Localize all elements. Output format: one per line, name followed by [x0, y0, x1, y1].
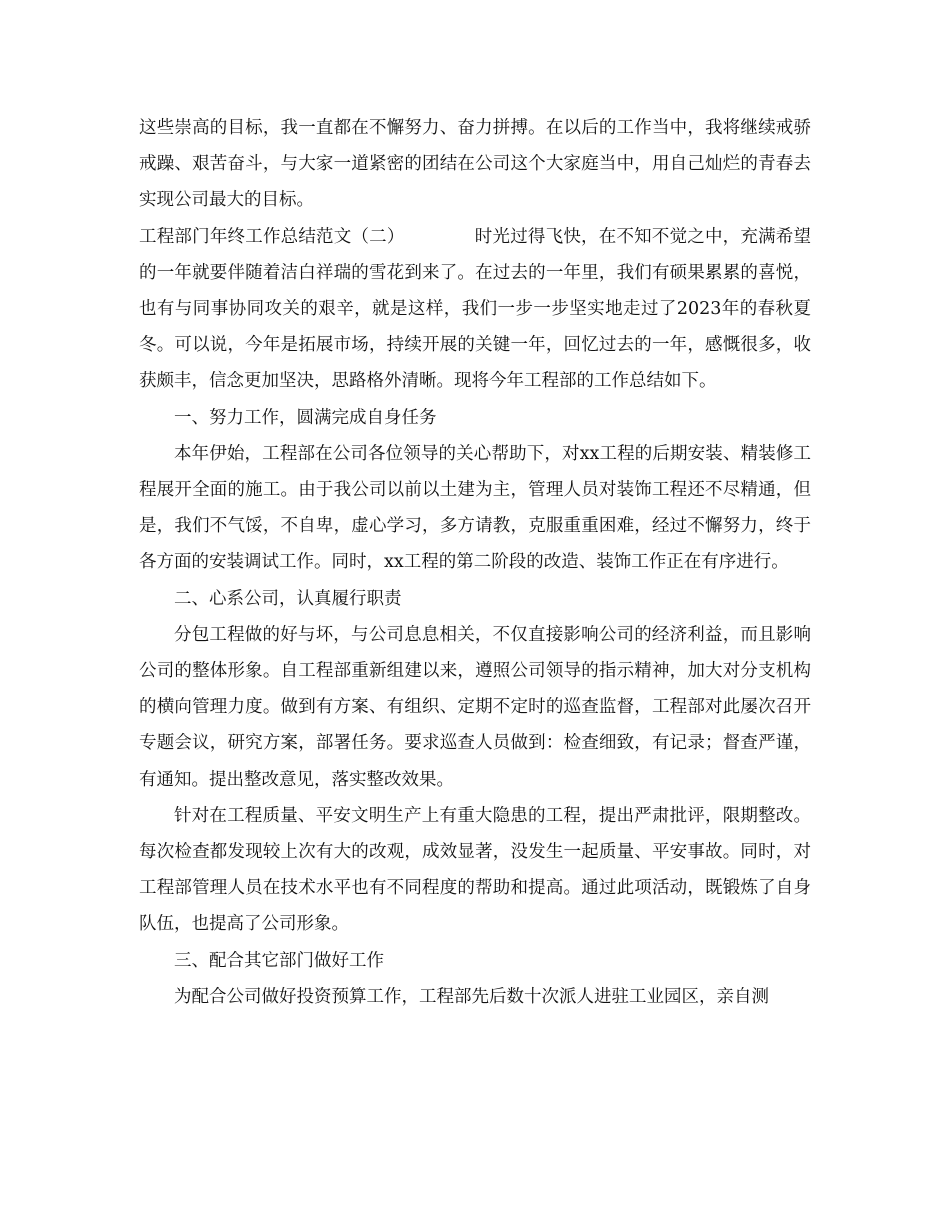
section-title: 工程部门年终工作总结范文（二） — [139, 226, 405, 247]
paragraph-3: 针对在工程质量、平安文明生产上有重大隐患的工程，提出严肃批评，限期整改。每次检查都发现较上次有大的改观，成效显著，没发生一起质量、平安事故。同时，对工程部管理人员在技术水平也有不同程度的帮助和提高。通过此项活动，既锻炼了自身队伍，也提高了公司形象。 — [139, 805, 811, 935]
heading-2: 二、心系公司，认真履行职责 — [174, 588, 402, 609]
document-body — [139, 110, 811, 1015]
paragraph-2: 分包工程做的好与坏，与公司息息相关，不仅直接影响公司的经济利益，而且影响公司的整体形象。自工程部重新组建以来，遵照公司领导的指示精神，加大对分支机构的横向管理力度。做到有方案、有组织、定期不定时的巡查监督，工程部对此屡次召开专题会议，研究方案，部署任务。要求巡查人员做到：检查细致，有记录；督查严谨，有通知。提出整改意见，落实整改效果。 — [139, 624, 811, 790]
heading-1: 一、努力工作，圆满完成自身任务 — [174, 407, 437, 428]
paragraph-closing: 这些崇高的目标，我一直都在不懈努力、奋力拼搏。在以后的工作当中，我将继续戒骄戒躁、艰苦奋斗，与大家一道紧密的团结在公司这个大家庭当中，用自己灿烂的青春去实现公司最大的目标。 — [139, 118, 811, 211]
paragraph-4: 为配合公司做好投资预算工作，工程部先后数十次派人进驻工业园区，亲自测 — [174, 986, 769, 1007]
section-title-paragraph — [139, 219, 811, 400]
paragraph-intro: 时光过得飞快，在不知不觉之中，充满希望的一年就要伴随着洁白祥瑞的雪花到来了。在过去的一年里，我们有硕果累累的喜悦，也有与同事协同攻关的艰辛，就是这样，我们一步一步坚实地走过了2023年的春秋夏冬。可以说，今年是拓展市场，持续开展的关键一年，回忆过去的一年，感慨很多，收获颇丰，信念更加坚决，思路格外清晰。现将今年工程部的工作总结如下。 — [139, 226, 812, 392]
heading-3: 三、配合其它部门做好工作 — [174, 950, 384, 971]
paragraph-1: 本年伊始，工程部在公司各位领导的关心帮助下，对xx工程的后期安装、精装修工程展开全面的施工。由于我公司以前以土建为主，管理人员对装饰工程还不尽精通，但是，我们不气馁，不自卑，虚心学习，多方请教，克服重重困难，经过不懈努力，终于各方面的安装调试工作。同时，xx工程的第二阶段的改造、装饰工作正在有序进行。 — [139, 443, 811, 573]
